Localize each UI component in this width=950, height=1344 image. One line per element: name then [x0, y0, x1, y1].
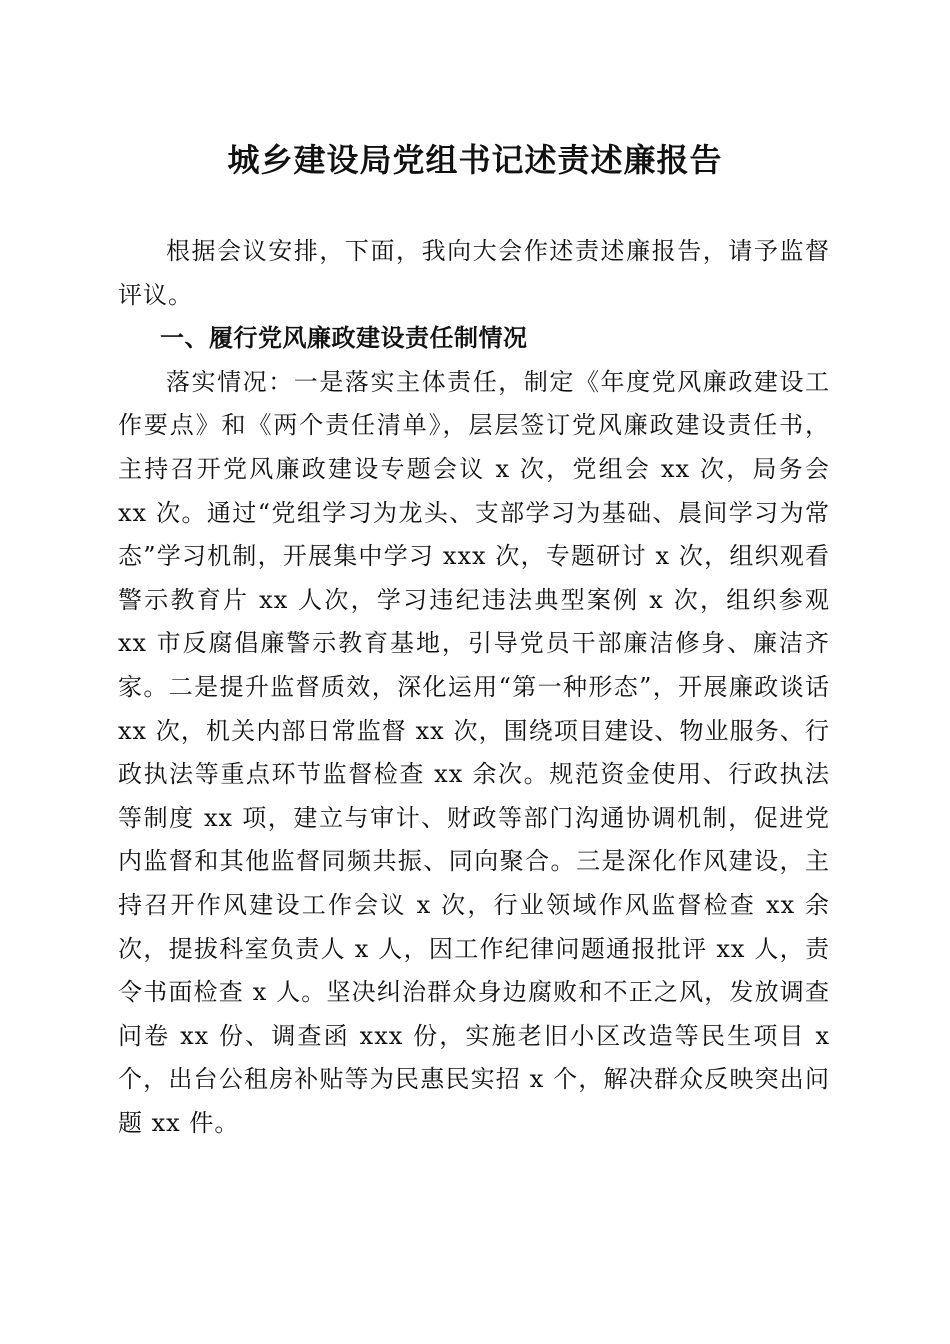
document-title: 城乡建设局党组书记述责述廉报告	[227, 141, 723, 179]
intro-paragraph: 根据会议安排，下面，我向大会作述责述廉报告，请予监督评议。	[118, 237, 830, 309]
document-body	[118, 230, 830, 1145]
section-heading: 一、履行党风廉政建设责任制情况	[160, 324, 528, 353]
section-body-paragraph: 落实情况：一是落实主体责任，制定《年度党风廉政建设工作要点》和《两个责任清单》，层层签订党风廉政建设责任书，主持召开党风廉政建设专题会议 x 次，党组会 xx 次，局务会 xx 次。通过“党组学习为龙头、支部学习为基础、晨间学习为常态”学习机制，开展集中学习 xxx 次，专题研讨 x 次，组织观看警示教育片 xx 人次，学习违纪违法典型案例 x 次，组织参观 xx 市反腐倡廉警示教育基地，引导党员干部廉洁修身、廉洁齐家。二是提升监督质效，深化运用“第一种形态”，开展廉政谈话 xx 次，机关内部日常监督 xx 次，围绕项目建设、物业服务、行政执法等重点环节监督检查 xx 余次。规范资金使用、行政执法等制度 xx 项，建立与审计、财政等部门沟通协调机制，促进党内监督和其他监督同频共振、同向聚合。三是深化作风建设，主持召开作风建设工作会议 x 次，行业领域作风监督检查 xx 余次，提拔科室负责人 x 人，因工作纪律问题通报批评 xx 人，责令书面检查 x 人。坚决纠治群众身边腐败和不正之风，发放调查问卷 xx 份、调查函 xxx 份，实施老旧小区改造等民生项目 x 个，出台公租房补贴等为民惠民实招 x 个，解决群众反映突出问题 xx 件。	[118, 367, 830, 1137]
